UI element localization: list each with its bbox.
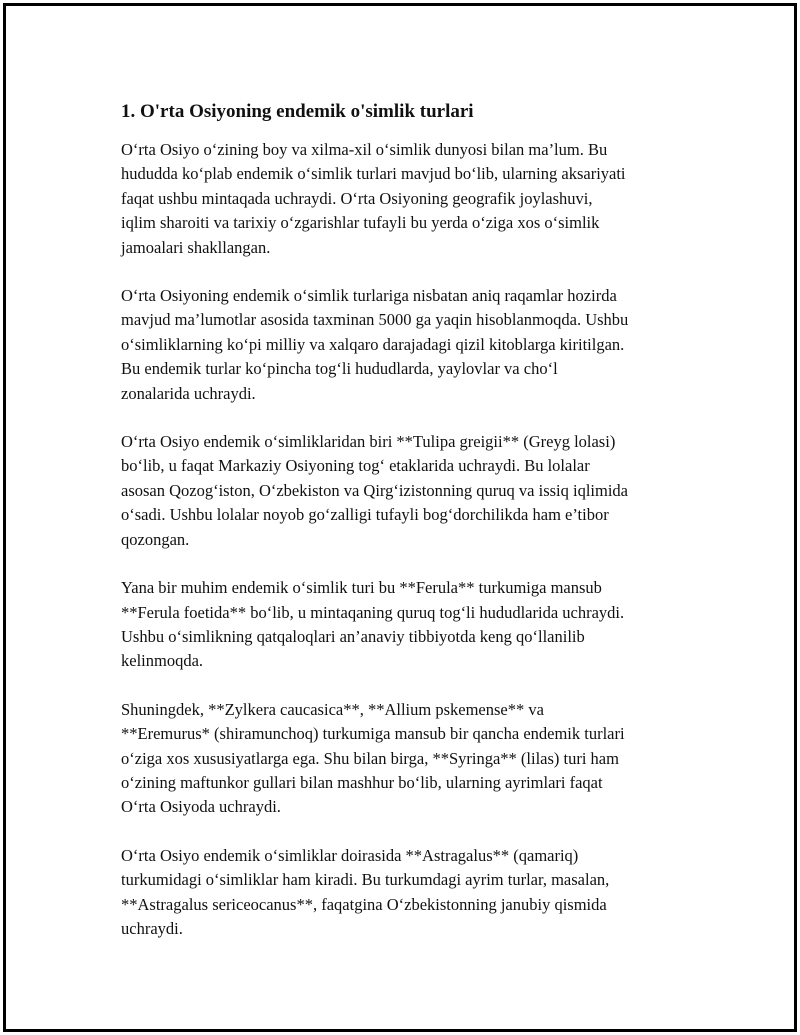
paragraph-3: O‘rta Osiyo endemik o‘simliklaridan biri **Tulipa greigii** (Greyg lolasi) bo‘lib, u faqat Markaziy Osiyoning tog‘ etaklarida uchraydi. Bu lolalar asosan Qozog‘iston, O‘zbekiston va Qirg‘izistonning quruq va issiq iqlimida o‘sadi. Ushbu lolalar noyob go‘zalligi tufayli bog‘dorchilikda ham e’tibor qozongan. xyxy=(121,432,629,549)
paragraph-6: O‘rta Osiyo endemik o‘simliklar doirasida **Astragalus** (qamariq) turkumidagi o‘simliklar ham kiradi. Bu turkumdagi ayrim turlar, masalan, **Astragalus sericeocanus**, faqatgina O‘zbekistonning janubiy qismida uchraydi. xyxy=(121,845,610,938)
document-body xyxy=(121,98,701,965)
section-heading: 1. O'rta Osiyoning endemik o'simlik turlari xyxy=(121,101,474,122)
paragraph-2: O‘rta Osiyoning endemik o‘simlik turlariga nisbatan aniq raqamlar hozirda mavjud ma’lumotlar asosida taxminan 5000 ga yaqin hisoblanmoqda. Ushbu o‘simliklarning ko‘pi milliy va xalqaro darajadagi qizil kitoblarga kiritilgan. Bu endemik turlar ko‘pincha tog‘li hududlarda, yaylovlar va cho‘l zonalarida uchraydi. xyxy=(121,286,629,403)
paragraph-4: Yana bir muhim endemik o‘simlik turi bu **Ferula** turkumiga mansub **Ferula foetida** bo‘lib, u mintaqaning quruq tog‘li hududlarida uchraydi. Ushbu o‘simlikning qatqaloqlari an’anaviy tibbiyotda keng qo‘llanilib kelinmoqda. xyxy=(121,578,625,671)
paragraph-1: O‘rta Osiyo o‘zining boy va xilma-xil o‘simlik dunyosi bilan ma’lum. Bu hududda ko‘plab endemik o‘simlik turlari mavjud bo‘lib, ularning aksariyati faqat ushbu mintaqada uchraydi. O‘rta Osiyoning geografik joylashuvi, iqlim sharoiti va tarixiy o‘zgarishlar tufayli bu yerda o‘ziga xos o‘simlik jamoalari shakllangan. xyxy=(121,140,626,257)
paragraph-5: Shuningdek, **Zylkera caucasica**, **Allium pskemense** va **Eremurus* (shiramunchoq) turkumiga mansub bir qancha endemik turlari o‘ziga xos xususiyatlarga ega. Shu bilan birga, **Syringa** (lilas) turi ham o‘zining maftunkor gullari bilan mashhur bo‘lib, ularning ayrimlari faqat O‘rta Osiyoda uchraydi. xyxy=(121,699,625,817)
page-frame xyxy=(3,3,797,1032)
